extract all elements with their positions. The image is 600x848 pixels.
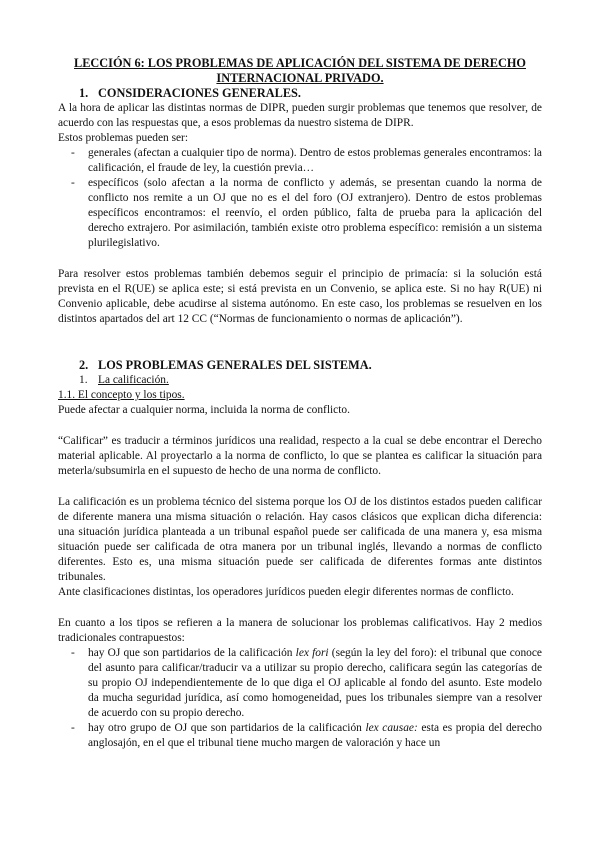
lesson-title-line-1: LECCIÓN 6: LOS PROBLEMAS DE APLICACIÓN DEL SISTEMA DE DERECHO <box>74 56 526 70</box>
dash-marker: - <box>71 177 75 189</box>
paragraph-5: “Calificar” es traducir a términos jurídicos una realidad, respecto a la cual se debe encontrar el Derecho material aplicable. Al proyectarlo a la norma de conflicto, lo que se plantea es calificar la situación para meterla/subsumirla en el supuesto de hecho de una norma de conflicto. <box>58 435 542 477</box>
paragraph-1: A la hora de aplicar las distintas normas de DIPR, pueden surgir problemas que tenemos que resolver, de acuerdo con las respuestas que, a esos problemas da nuestro sistema de DIPR. <box>58 102 542 129</box>
list-item-text-pre: hay otro grupo de OJ que son partidarios de la calificación <box>88 722 366 734</box>
list-item-text-pre: hay OJ que son partidarios de la calificación <box>88 647 296 659</box>
subsection-1-heading <box>58 373 542 388</box>
list-item <box>58 721 542 751</box>
list-item-text-post: (según la ley del foro): el tribunal que conoce del asunto para calificar/traducir va a utilizar su propio derecho, calificara según las categorías de su propio OJ independientemente de lo que diga el OJ aplicable al fondo del asunto. Este modelo da mucha seguridad jurídica, así como homogeneidad, pues los tribunales siempre van a resolver de acuerdo con su propio derecho. <box>88 647 542 719</box>
qualification-types-list <box>58 646 542 751</box>
problem-types-list <box>58 146 542 251</box>
list-item-text-latin: lex fori <box>295 647 329 659</box>
paragraph-2: Estos problemas pueden ser: <box>58 132 189 144</box>
subsection-1-title: La calificación. <box>98 374 169 386</box>
list-item <box>58 646 542 721</box>
section-2-heading <box>58 358 542 373</box>
subsection-1-1-heading <box>58 388 542 403</box>
dash-marker: - <box>71 647 75 659</box>
list-item <box>58 146 542 176</box>
dash-marker: - <box>71 147 75 159</box>
section-1-title: CONSIDERACIONES GENERALES. <box>98 86 301 100</box>
list-item-text: generales (afectan a cualquier tipo de norma). Dentro de estos problemas generales encontramos: la calificación, el fraude de ley, la cuestión previa… <box>88 147 542 174</box>
paragraph-8: En cuanto a los tipos se refieren a la manera de solucionar los problemas calificativos. Hay 2 medios tradicionales contrapuestos: <box>58 617 542 644</box>
lesson-title-line-2: INTERNACIONAL PRIVADO. <box>216 71 384 85</box>
section-2-number: 2. <box>79 358 89 372</box>
section-1-number: 1. <box>79 86 89 100</box>
paragraph-4: Puede afectar a cualquier norma, incluida la norma de conflicto. <box>58 404 350 416</box>
paragraph-6: La calificación es un problema técnico del sistema porque los OJ de los distintos estados pueden calificar de diferente manera una misma situación o relación. Hay casos clásicos que explican dicha diferencia: una situación jurídica planteada a un tribunal español puede ser calificada de una manera y, esa misma situación puede ser calificada de otra manera por un tribunal inglés, llevando a normas de conflicto diferentes. Esto es, una misma situación puede ser calificada de diferentes formas ante distintos tribunales. <box>58 496 542 583</box>
section-2-title: LOS PROBLEMAS GENERALES DEL SISTEMA. <box>98 358 372 372</box>
paragraph-7: Ante clasificaciones distintas, los operadores jurídicos pueden elegir diferentes normas de conflicto. <box>58 586 514 598</box>
subsection-1-number: 1. <box>79 374 88 386</box>
list-item-text-post: esta es propia del derecho anglosajón, en el que el tribunal tiene mucho margen de valoración y hace un <box>88 722 542 749</box>
dash-marker: - <box>71 722 75 734</box>
list-item-text: específicos (solo afectan a la norma de conflicto y además, se presentan cuando la norma de conflicto nos remite a un OJ que no es el del foro (OJ extranjero). Dentro de estos problemas específicos encontramos: el reenvío, el orden público, falta de prueba para la aplicación del derecho extrajero. Por asimilación, también existe otro problema específico: remisión a un sistema plurilegislativo. <box>88 177 542 249</box>
paragraph-3: Para resolver estos problemas también debemos seguir el principio de primacía: si la solución está prevista en el R(UE) se aplica este; si está prevista en un Convenio, se aplica este. Si no hay R(UE) ni Convenio aplicable, debe acudirse al sistema autónomo. En este caso, los problemas se resuelven en los distintos apartados del art 12 CC (“Normas de funcionamiento o normas de aplicación”). <box>58 268 542 325</box>
list-item <box>58 176 542 251</box>
section-1-heading <box>58 86 542 101</box>
subsection-1-1-title: 1.1. El concepto y los tipos. <box>58 389 185 401</box>
list-item-text-latin: lex causae: <box>365 722 418 734</box>
